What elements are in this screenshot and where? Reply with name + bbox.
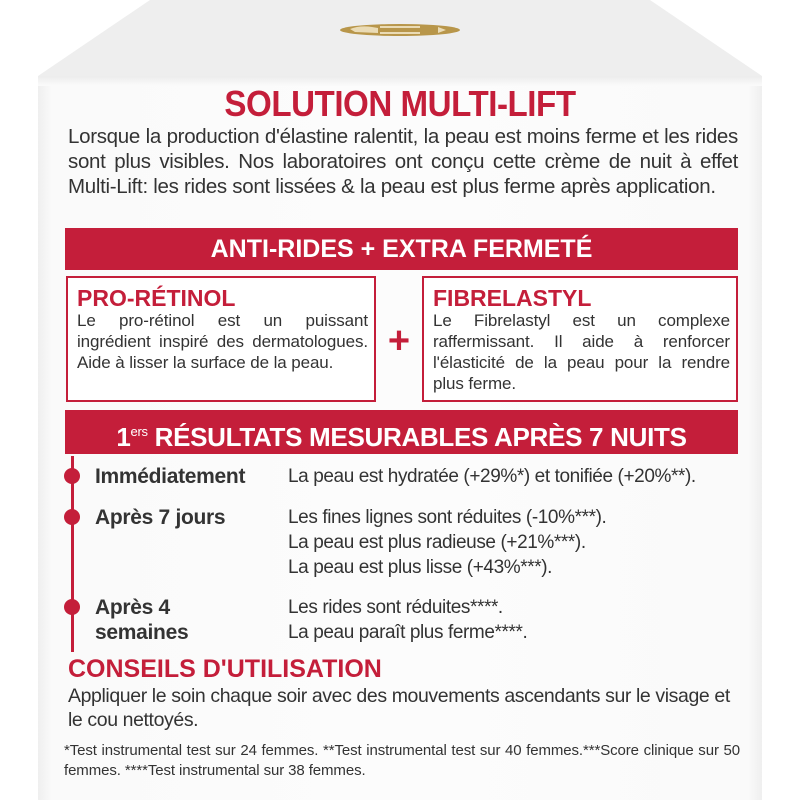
ingredient-description: Le Fibrelastyl est un complexe raffermissant. Il aide à renforcer l'élasticité de la peau pour la rendre plus ferme.: [433, 311, 730, 393]
results-banner: [65, 410, 738, 454]
timeline-result: La peau paraît plus ferme****.: [288, 622, 528, 643]
timeline-dot-icon: [64, 468, 80, 484]
timeline-result: La peau est plus lisse (+43%***).: [288, 557, 553, 578]
timeline-when: Après 7 jours: [95, 506, 226, 529]
ingredient-card-fibrelastyl: [422, 276, 738, 402]
results-banner-text: RÉSULTATS MESURABLES APRÈS 7 NUITS: [147, 422, 687, 452]
timeline-dot-icon: [64, 509, 80, 525]
timeline-result: Les rides sont réduites****.: [288, 597, 503, 618]
ingredient-description: Le pro-rétinol est un puissant ingrédient inspiré des dermatologues. Aide à lisser la surface de la peau.: [77, 311, 368, 372]
timeline-when: Immédiatement: [95, 465, 246, 488]
plus-icon: +: [387, 320, 411, 362]
results-banner-prefix: 1: [116, 422, 131, 452]
claim-banner: ANTI-RIDES + EXTRA FERMETÉ: [65, 228, 738, 270]
usage-text: Appliquer le soin chaque soir avec des mouvements ascendants sur le visage et le cou nettoyés.: [68, 685, 730, 731]
timeline-result: La peau est plus radieuse (+21%***).: [288, 532, 586, 553]
timeline-when: semaines: [95, 621, 189, 644]
ingredient-name: PRO-RÉTINOL: [77, 285, 236, 311]
ingredient-card-proretinol: [66, 276, 376, 402]
gold-emblem-icon: [340, 24, 460, 36]
timeline-result: Les fines lignes sont réduites (-10%***).: [288, 507, 607, 528]
timeline-line: [71, 456, 74, 652]
timeline-result: La peau est hydratée (+29%*) et tonifiée (+20%**).: [288, 466, 696, 487]
timeline-dot-icon: [64, 599, 80, 615]
usage-heading: CONSEILS D'UTILISATION: [68, 655, 382, 683]
ingredient-name: FIBRELASTYL: [433, 285, 592, 311]
results-banner-sup: ers: [130, 424, 148, 439]
timeline-when: Après 4: [95, 596, 170, 619]
intro-text: Lorsque la production d'élastine ralentit, la peau est moins ferme et les rides sont plus visibles. Nos laboratoires ont conçu cette crème de nuit à effet Multi-Lift: les rides sont lissées & la peau est plus ferme après application.: [68, 125, 738, 198]
footnotes: *Test instrumental test sur 24 femmes. **Test instrumental test sur 40 femmes.***Score clinique sur 50 femmes. ****Test instrumental sur 38 femmes.: [64, 742, 740, 779]
product-title: SOLUTION MULTI-LIFT: [224, 83, 576, 124]
box-lid: [0, 0, 800, 80]
